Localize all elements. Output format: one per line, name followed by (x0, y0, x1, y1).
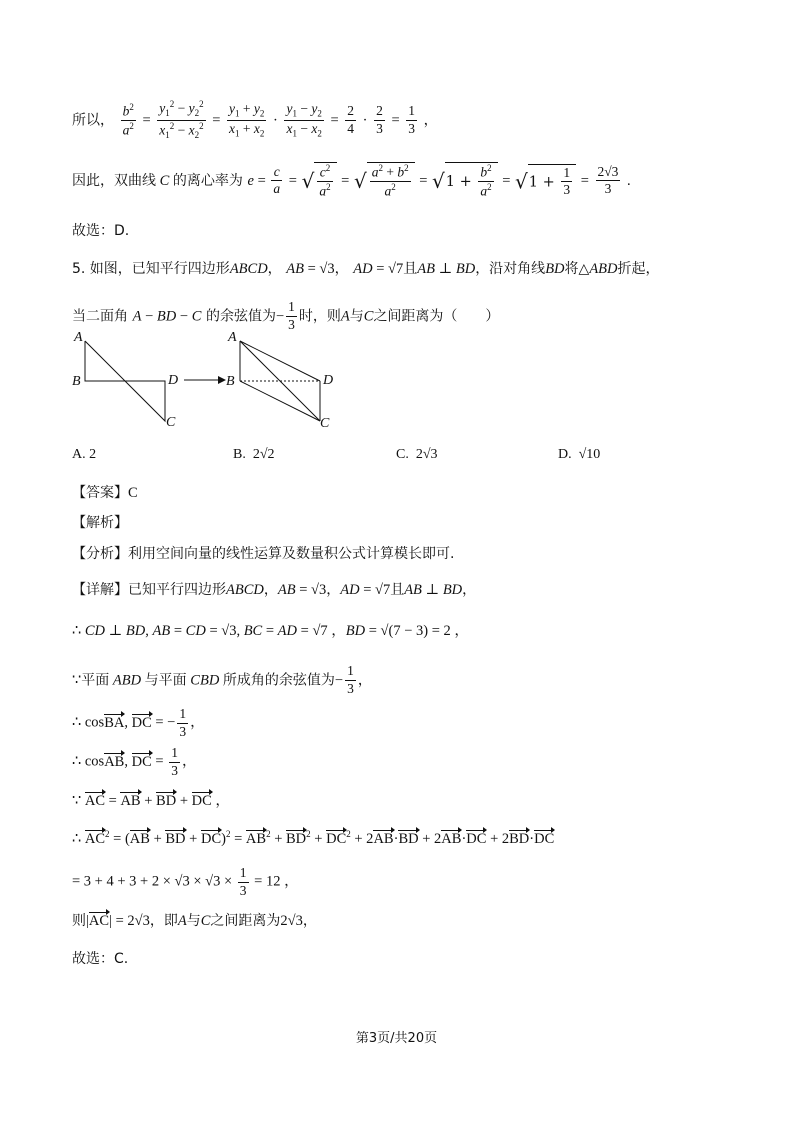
parallelogram-figure (60, 325, 360, 435)
figure-left (72, 330, 178, 430)
label-left-c: C (166, 415, 176, 430)
fenxi-line (72, 547, 454, 562)
q5-text-j: 时，则 (298, 308, 341, 325)
frac-b2-a2: $\frac{b^2}{a^2}$ (122, 101, 134, 138)
label-right-a: A (228, 330, 237, 345)
fenxi-text: 利用空间向量的线性运算及数量积公式计算模长即可. (128, 546, 455, 562)
option-a-label: A. (72, 447, 86, 462)
derivation-line-4: ∴ cosAB, DC = $\frac{1}{3}$ ， (72, 745, 197, 778)
frac-2-4: $\frac{2}{4}$ (347, 103, 355, 137)
fenxi-tag: 【分析】 (72, 546, 128, 562)
label-left-a: A (74, 330, 83, 345)
option-b-value: 2√2 (252, 447, 275, 462)
choose-c: 故选：C. (72, 951, 129, 967)
q5-text-f: 将△ (564, 261, 590, 277)
label-left-b: B (72, 374, 81, 389)
sqrt-c2-a2: √ $\frac{c^2}{a^2}$ (302, 162, 337, 200)
option-d-label: D. (558, 447, 572, 462)
line-eccentricity: 因此，双曲线 C 的离心率为 e = $\frac{c}{a}$ = √ $\frac{c^2}{a^2}$ = √ $\frac{a^2 + b^2}{a^2}$ = √1 + $\frac{b^2}{a^2}$ = √1 + $\frac{1}{3}$ = $\frac{2√3}{3}$ . (72, 163, 631, 199)
final-text-a: 则 (72, 913, 86, 929)
text-suoyi: 所以， (72, 112, 114, 129)
option-d-value: √10 (578, 447, 601, 462)
frac-2-3: $\frac{2}{3}$ (376, 103, 383, 137)
derivation-line-2: ∵平面 ABD 与平面 CBD 所成角的余弦值为− $\frac{1}{3}$ ， (72, 663, 372, 696)
frac-2sqrt3-3: $\frac{2√3}{3}$ (597, 163, 619, 197)
text-lixinlv: 的离心率为 (172, 172, 243, 189)
option-c-value: 2√3 (415, 447, 438, 462)
q5-text-c: ， (334, 261, 349, 277)
question-5-line2: 当二面角 A − BD − C 的余弦值为− $\frac{1}{3}$ 时，则A与C之间距离为（ ） (72, 299, 500, 332)
derivation-line-5: ∵ AC = AB + BD + DC ， (72, 793, 230, 809)
option-b[interactable] (233, 447, 275, 463)
final-text-d: 之间距离为 (210, 913, 281, 929)
option-a[interactable] (72, 447, 96, 463)
final-text-b: ，即 (149, 913, 178, 929)
q5-text-i: 的余弦值为 (205, 308, 276, 325)
q5-text-h: 当二面角 (72, 308, 128, 325)
option-c-label: C. (396, 447, 409, 462)
analysis-tag: 【解析】 (72, 515, 128, 531)
answer-tag: 【答案】 (72, 485, 128, 501)
option-b-label: B. (233, 447, 246, 462)
label-right-d: D (323, 373, 334, 388)
derivation-line-7: = 3 + 4 + 3 + 2 × √3 × √3 × $\frac{1}{3}$ = 12 ， (72, 865, 299, 898)
final-text-c: 与 (186, 913, 201, 929)
plane-text-c: 所成角的余弦值为 (222, 672, 335, 689)
frac-c-a: $\frac{c}{a}$ (273, 163, 281, 197)
q5-text-k: 与 (349, 308, 364, 325)
frac-diff: $\frac{y_1 - y_2}{x_1 - x_2}$ (286, 100, 322, 139)
option-d[interactable] (558, 447, 600, 463)
q5-text-e: ，沿对角线 (475, 261, 546, 277)
derivation-line-3: ∴ cosBA, DC = − $\frac{1}{3}$ ， (72, 706, 205, 739)
derivation-line-8: 则|AC| = 2√3，即A与C之间距离为2√3， (72, 913, 317, 929)
answer-value: C (128, 485, 138, 501)
derivation-line-6: ∴ $AC^2 = (AB$ + BD + $DC)^2 = AB^2 + BD^2 + DC^2 + 2AB\cdot BD + 2AB\cdot DC + 2BD\cdot DC$ (72, 829, 555, 847)
q5-text-a: 5. 如图，已知平行四边形 (72, 261, 230, 277)
plane-text-b: 与平面 (144, 672, 187, 689)
label-right-c: C (320, 416, 330, 431)
line-suoyi: 所以， $\frac{b^2}{a^2}$ = $\frac{y_1^2 - y_2^2}{x_1^2 - x_2^2}$ = $\frac{y_1 + y_2}{x_1 + x_2}$ · $\frac{y_1 - y_2}{x_1 - x_2}$ = $\frac{2}{4}$ · $\frac{2}{3}$ = $\frac{1}{3}$ ， (72, 99, 438, 141)
xiangjie-tag: 【详解】 (72, 582, 128, 598)
answer-line (72, 486, 138, 501)
option-a-value: 2 (89, 447, 97, 462)
page-footer: 第3页/共20页 (355, 1031, 438, 1046)
plane-text-a: 平面 (81, 672, 110, 689)
label-right-b: B (226, 374, 235, 389)
frac-sum: $\frac{y_1 + y_2}{x_1 + x_2}$ (229, 100, 265, 139)
sqrt-1-b2-a2: √1 + $\frac{b^2}{a^2}$ (432, 162, 498, 200)
sqrt-a2b2-a2: √ $\frac{a^2 + b^2}{a^2}$ (354, 162, 415, 200)
q5-text-b: ， (267, 261, 282, 277)
text-yinci: 因此，双曲线 (72, 172, 156, 189)
frac-y-x-squares: $\frac{y_1^2 - y_2^2}{x_1^2 - x_2^2}$ (159, 99, 204, 141)
option-c[interactable] (396, 447, 438, 463)
final-text-end: ， (302, 913, 317, 929)
question-5-line1: 5. 如图，已知平行四边形ABCD， AB = √3， AD = √7且AB ⊥ BD，沿对角线BD将△ABD折起， (72, 261, 660, 277)
arrow-icon (184, 376, 226, 384)
derivation-line-1: ∴ CD ⊥ BD, AB = CD = √3, BC = AD = √7 ，BD = √(7 − 3) = 2 ， (72, 623, 469, 639)
frac-1-3: $\frac{1}{3}$ (408, 103, 415, 137)
sqrt-1-1-3: √1 + $\frac{1}{3}$ (515, 164, 576, 199)
q5-text-l: 之间距离为（ ） (373, 308, 500, 325)
q5-text-d: 且 (403, 261, 418, 277)
xiangjie-text: 已知平行四边形 (128, 582, 226, 598)
figure-right (226, 330, 333, 431)
choose-d: 故选：D. (72, 223, 130, 239)
label-left-d: D (168, 373, 179, 388)
xiangjie-line: 【详解】已知平行四边形ABCD，AB = √3，AD = √7且AB ⊥ BD， (72, 582, 477, 598)
q5-text-g: 折起， (617, 261, 660, 277)
